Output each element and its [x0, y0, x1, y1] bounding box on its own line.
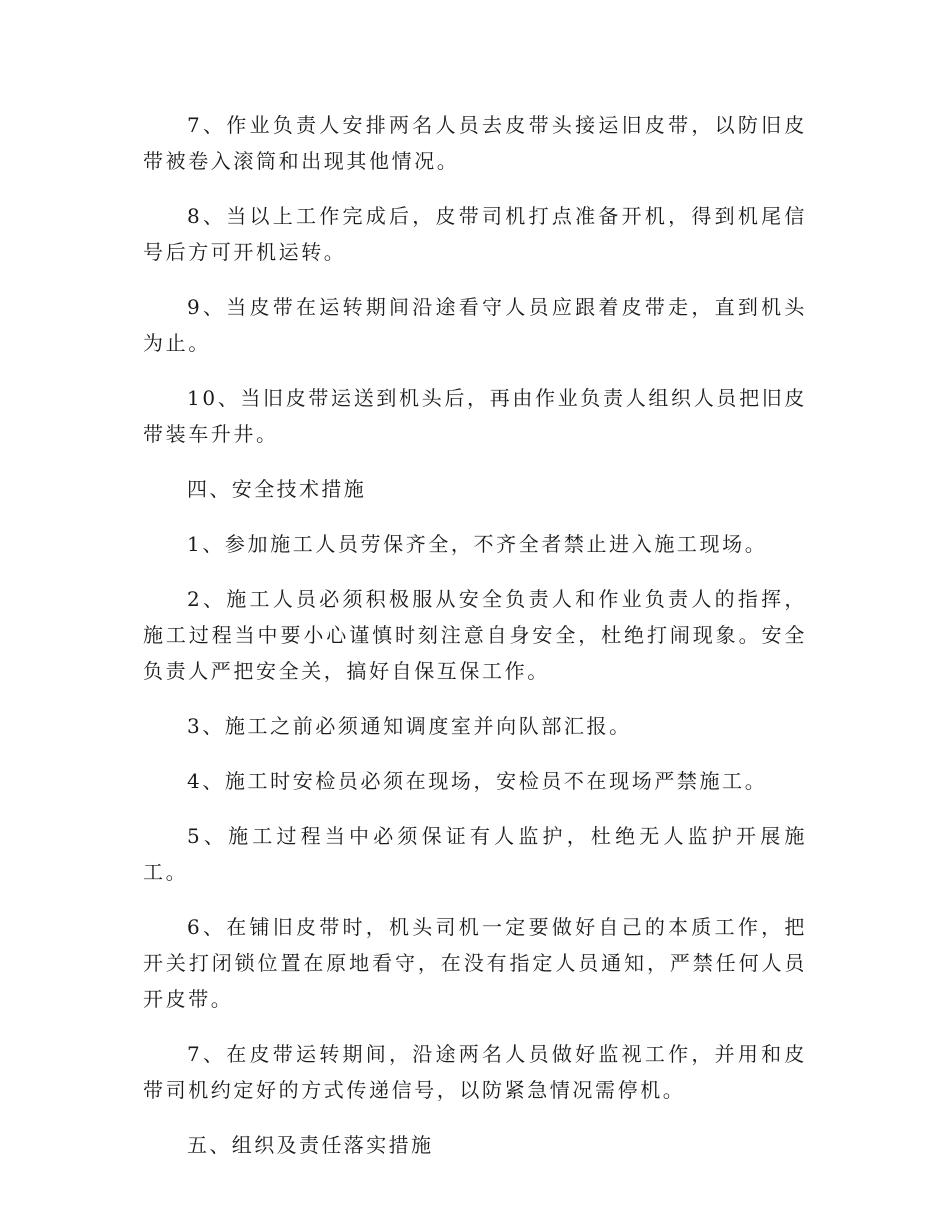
- paragraph-step-7: 7、作业负责人安排两名人员去皮带头接运旧皮带，以防旧皮带被卷入滚筒和出现其他情况。: [143, 113, 807, 173]
- paragraph-safety-5: 5、施工过程当中必须保证有人监护，杜绝无人监护开展施工。: [143, 824, 807, 884]
- paragraph-step-10: 10、当旧皮带运送到机头后，再由作业负责人组织人员把旧皮带装车升井。: [143, 386, 807, 446]
- paragraph-step-8: 8、当以上工作完成后，皮带司机打点准备开机，得到机尾信号后方可开机运转。: [143, 204, 807, 264]
- paragraph-safety-4: 4、施工时安检员必须在现场，安检员不在现场严禁施工。: [187, 769, 768, 793]
- section-heading-safety-measures: 四、安全技术措施: [187, 477, 367, 501]
- paragraph-safety-7: 7、在皮带运转期间，沿途两名人员做好监视工作，并用和皮带司机约定好的方式传递信号，以防紧急情况需停机。: [143, 1042, 807, 1102]
- section-heading-organization-responsibility: 五、组织及责任落实措施: [187, 1133, 434, 1157]
- paragraph-safety-6: 6、在铺旧皮带时，机头司机一定要做好自己的本质工作，把开关打闭锁位置在原地看守，在没有指定人员通知，严禁任何人员开皮带。: [143, 915, 807, 1011]
- paragraph-safety-1: 1、参加施工人员劳保齐全，不齐全者禁止进入施工现场。: [187, 532, 768, 556]
- paragraph-safety-3: 3、施工之前必须通知调度室并向队部汇报。: [187, 714, 632, 738]
- paragraph-step-9: 9、当皮带在运转期间沿途看守人员应跟着皮带走，直到机头为止。: [143, 295, 807, 355]
- paragraph-safety-2: 2、施工人员必须积极服从安全负责人和作业负责人的指挥，施工过程当中要小心谨慎时刻注意自身安全，杜绝打闹现象。安全负责人严把安全关，搞好自保互保工作。: [143, 587, 807, 683]
